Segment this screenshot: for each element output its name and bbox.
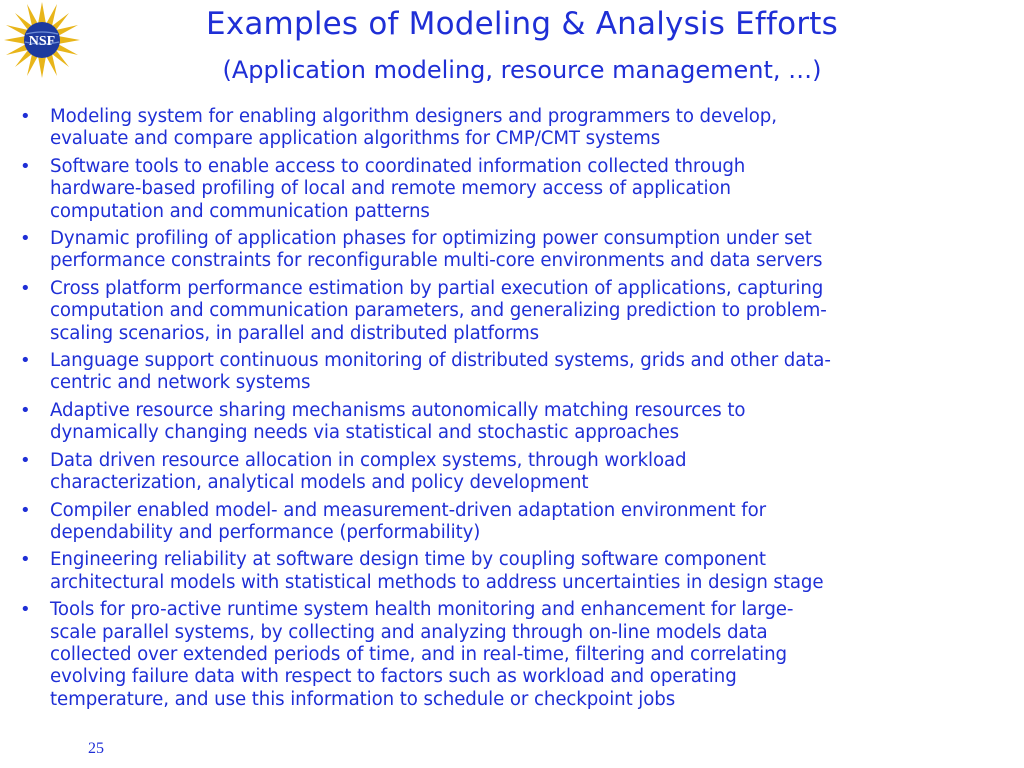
bullet-item	[20, 599, 1024, 711]
bullet-list	[20, 106, 1024, 716]
bullet-dot-icon: •	[20, 106, 31, 127]
bullet-text: Engineering reliability at software design time by coupling software component architectural models with statistical methods to address uncertainties in design stage	[50, 549, 824, 593]
bullet-text: Language support continuous monitoring of distributed systems, grids and other data- centric and network systems	[50, 350, 831, 394]
bullet-dot-icon: •	[20, 549, 31, 571]
bullet-item	[20, 549, 1024, 594]
bullet-item	[20, 106, 1024, 151]
page-number: 25	[88, 740, 104, 757]
bullet-dot-icon: •	[20, 277, 31, 299]
bullet-text: Data driven resource allocation in complex systems, through workload characterization, analytical models and policy development	[50, 449, 687, 494]
bullet-dot-icon: •	[20, 350, 31, 372]
slide-subtitle: (Application modeling, resource management, …)	[222, 56, 822, 84]
bullet-item	[20, 500, 1024, 545]
bullet-dot-icon: •	[20, 399, 31, 421]
slide-title: Examples of Modeling & Analysis Efforts	[206, 6, 838, 42]
bullet-text: Software tools to enable access to coordinated information collected through hardware-based profiling of local and remote memory access of application computation and communication patterns	[50, 155, 746, 222]
bullet-text: Cross platform performance estimation by partial execution of applications, capturing computation and communication parameters, and generalizing prediction to problem- scaling scenarios, in parallel and distributed platforms	[50, 277, 827, 344]
bullet-dot-icon: •	[20, 499, 31, 521]
bullet-text: Dynamic profiling of application phases for optimizing power consumption under set performance constraints for reconfigurable multi-core environments and data servers	[50, 228, 823, 272]
bullet-text: Tools for pro-active runtime system health monitoring and enhancement for large- scale parallel systems, by collecting and analyzing through on-line models data collected over extended periods of time, and in real-time, filtering and correlating evolving failure data with respect to factors such as workload and operating temperature, and use this information to schedule or checkpoint jobs	[50, 599, 794, 710]
bullet-text: Modeling system for enabling algorithm designers and programmers to develop, evaluate and compare application algorithms for CMP/CMT systems	[50, 106, 777, 150]
bullet-text: Compiler enabled model- and measurement-driven adaptation environment for dependability and performance (performability)	[50, 499, 766, 543]
bullet-item	[20, 400, 1024, 445]
bullet-item	[20, 278, 1024, 345]
logo-text: NSF	[28, 34, 56, 49]
bullet-dot-icon: •	[20, 449, 31, 471]
bullet-dot-icon: •	[20, 155, 31, 177]
bullet-item	[20, 350, 1024, 395]
bullet-item	[20, 156, 1024, 223]
bullet-dot-icon: •	[20, 599, 31, 621]
bullet-item	[20, 450, 1024, 495]
bullet-item	[20, 228, 1024, 273]
bullet-text: Adaptive resource sharing mechanisms autonomically matching resources to dynamically changing needs via statistical and stochastic approaches	[50, 399, 746, 444]
bullet-dot-icon: •	[20, 228, 31, 250]
